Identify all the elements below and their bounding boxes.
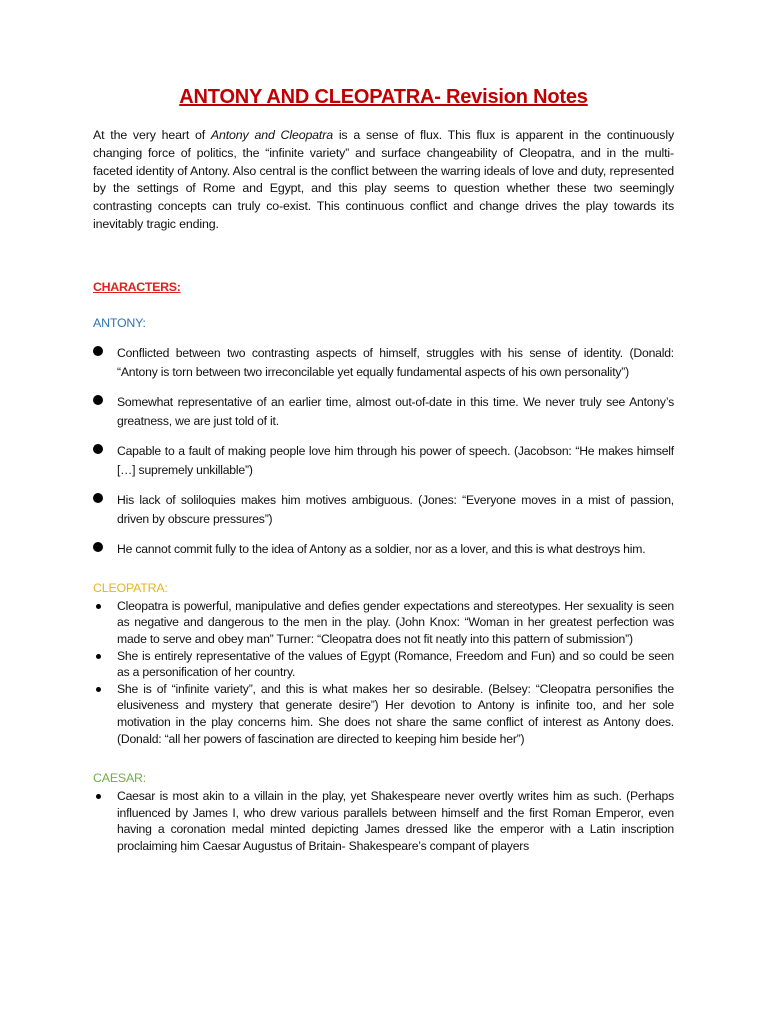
list-item-text: Cleopatra is powerful, manipulative and defies gender expectations and stereotypes. Her sexuality is seen as negative and dangerous to the men in the play. (John Knox: “Woman in her greatest perfection was made to serve and obey man” Turner: “Cleopatra does not fit neatly into this pattern of submission”) (117, 598, 674, 646)
bullet-icon (96, 604, 101, 609)
bullet-icon (93, 346, 103, 356)
bullet-icon (96, 794, 101, 799)
characters-heading: CHARACTERS: (93, 279, 181, 294)
bullet-icon (93, 395, 103, 405)
caesar-list (93, 788, 674, 854)
list-item-text: His lack of soliloquies makes him motives ambiguous. (Jones: “Everyone moves in a mist of passion, driven by obscure pressures”) (117, 492, 674, 526)
list-item-text: Capable to a fault of making people love him through his power of speech. (Jacobson: “He makes himself […] supremely unkillable”) (117, 443, 674, 477)
list-item (93, 540, 674, 559)
list-item-text: Conflicted between two contrasting aspects of himself, struggles with his sense of identity. (Donald: “Antony is torn between two irreconcilable yet equally fundamental aspects of his own personality”) (117, 345, 674, 379)
bullet-icon (93, 493, 103, 503)
list-item-text: Caesar is most akin to a villain in the play, yet Shakespeare never overtly writes him as such. (Perhaps influenced by James I, who drew various parallels between himself and the first Roman Emperor, even having a coronation medal minted depicting James dressed like the emperor with a Latin inscription proclaiming him Caesar Augustus of Britain- Shakespeare’s compant of players (117, 789, 674, 853)
intro-text: At the very heart of (93, 128, 211, 142)
antony-list (93, 344, 674, 559)
list-item (93, 598, 674, 648)
cleopatra-list (93, 598, 674, 747)
list-item (93, 344, 674, 382)
list-item (93, 648, 674, 681)
bullet-icon (93, 542, 103, 552)
intro-paragraph (93, 127, 674, 234)
bullet-icon (93, 444, 103, 454)
list-item (93, 681, 674, 747)
antony-heading: ANTONY: (93, 315, 146, 330)
cleopatra-heading: CLEOPATRA: (93, 580, 168, 595)
intro-play-title: Antony and Cleopatra (210, 128, 333, 142)
list-item (93, 442, 674, 480)
bullet-icon (96, 687, 101, 692)
list-item (93, 393, 674, 431)
caesar-heading: CAESAR: (93, 771, 146, 786)
list-item-text: Somewhat representative of an earlier time, almost out-of-date in this time. We never truly see Antony’s greatness, we are just told of it. (117, 394, 674, 428)
intro-text-cont: is a sense of flux. This flux is apparent in the continuously changing force of politics, the “infinite variety” and surface changeability of Cleopatra, and in the multi-faceted identity of Antony. Also central is the conflict between the warring ideals of love and duty, represented by the settings of Rome and Egypt, and this play seems to question whether these two seemingly contrasting concepts can truly co-exist. This continuous conflict and change drives the play towards its inevitably tragic ending. (93, 128, 674, 231)
list-item-text: She is of “infinite variety”, and this is what makes her so desirable. (Belsey: “Cleopatra personifies the elusiveness and mystery that generate desire”) Her devotion to Antony is infinite too, and her sole motivation in the play concerns him. She does not share the same conflict of interest as Antony does. (Donald: “all her powers of fascination are directed to keeping him beside her”) (117, 681, 674, 746)
list-item-text: He cannot commit fully to the idea of Antony as a soldier, nor as a lover, and this is what destroys him. (117, 541, 646, 556)
bullet-icon (96, 654, 101, 659)
document-page (93, 86, 674, 855)
document-title: ANTONY AND CLEOPATRA- Revision Notes (179, 86, 588, 108)
list-item (93, 788, 674, 854)
list-item-text: She is entirely representative of the values of Egypt (Romance, Freedom and Fun) and so could be seen as a personification of her country. (117, 648, 674, 680)
list-item (93, 491, 674, 529)
